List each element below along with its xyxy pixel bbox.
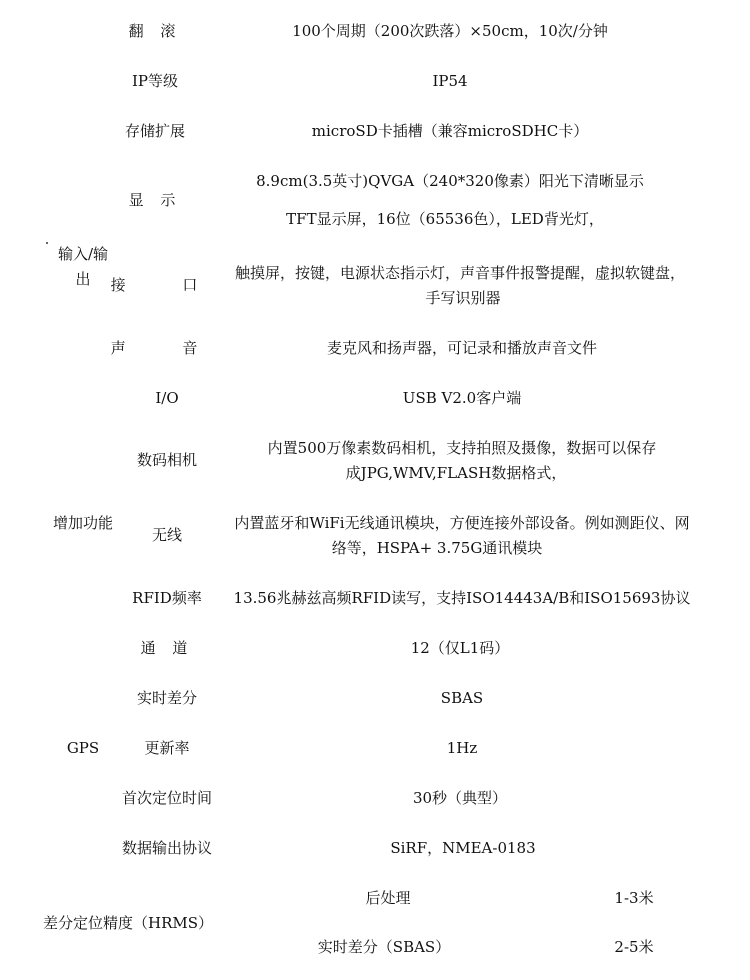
value-channel: 12（仅L1码） <box>410 639 510 657</box>
label-interface: 接 口 <box>110 276 224 294</box>
value-storage: microSD卡插槽（兼容microSDHC卡） <box>311 122 589 140</box>
label-sound: 声 音 <box>110 339 224 357</box>
value-camera-line2: 成JPG,WMV,FLASH数据格式， <box>345 464 567 482</box>
label-rfid: RFID频率 <box>132 589 202 607</box>
value-update: 1Hz <box>446 739 478 757</box>
label-postprocess: 后处理 <box>365 889 411 907</box>
value-interface-line1: 触摸屏，按键，电源状态指示灯，声音事件报警提醒，虚拟软键盘， <box>234 264 686 282</box>
divider-dot <box>46 242 48 244</box>
value-rfid: 13.56兆赫兹高频RFID读写，支持ISO14443A/B和ISO15693协议 <box>233 589 691 607</box>
label-rollover: 翻 滚 <box>128 22 182 40</box>
label-update: 更新率 <box>144 739 190 757</box>
group-extra: 增加功能 <box>52 514 114 532</box>
value-postprocess: 1-3米 <box>614 889 654 907</box>
group-io-line1: 输入/输 <box>57 245 109 263</box>
group-gps: GPS <box>66 739 100 757</box>
value-display-line1: 8.9cm(3.5英寸)QVGA（240*320像素）阳光下清晰显示 <box>256 172 644 190</box>
label-protocol: 数据输出协议 <box>121 839 213 857</box>
value-rollover: 100个周期（200次跌落）×50cm，10次/分钟 <box>292 22 608 40</box>
label-wireless: 无线 <box>151 526 183 544</box>
value-sbas-rt: SBAS <box>440 689 484 707</box>
value-wireless-line1: 内置蓝牙和WiFi无线通讯模块，方便连接外部设备。例如测距仪、网 <box>234 514 690 532</box>
label-realtime-sbas: 实时差分（SBAS） <box>317 938 451 956</box>
label-storage: 存储扩展 <box>124 122 186 140</box>
label-io: I/O <box>155 389 179 407</box>
value-ip: IP54 <box>432 72 468 90</box>
label-sbas-rt: 实时差分 <box>136 689 198 707</box>
value-wireless-line2: 络等，HSPA+ 3.75G通讯模块 <box>331 539 543 557</box>
group-io-line2: 出 <box>75 270 91 288</box>
value-camera-line1: 内置500万像素数码相机，支持拍照及摄像，数据可以保存 <box>267 439 657 457</box>
value-protocol: SiRF，NMEA-0183 <box>390 839 536 857</box>
value-interface-line2: 手写识别器 <box>425 289 501 307</box>
value-ttff: 30秒（典型） <box>412 789 508 807</box>
label-camera: 数码相机 <box>136 451 198 469</box>
value-sound: 麦克风和扬声器，可记录和播放声音文件 <box>326 339 598 357</box>
value-display-line2: TFT显示屏，16位（65536色），LED背光灯， <box>286 210 604 228</box>
label-ttff: 首次定位时间 <box>121 789 213 807</box>
group-accuracy: 差分定位精度（HRMS） <box>42 914 214 932</box>
value-io: USB V2.0客户端 <box>402 389 522 407</box>
label-display: 显 示 <box>128 191 182 209</box>
value-realtime-sbas: 2-5米 <box>614 938 654 956</box>
label-ip: IP等级 <box>131 72 179 90</box>
label-channel: 通 道 <box>140 639 194 657</box>
